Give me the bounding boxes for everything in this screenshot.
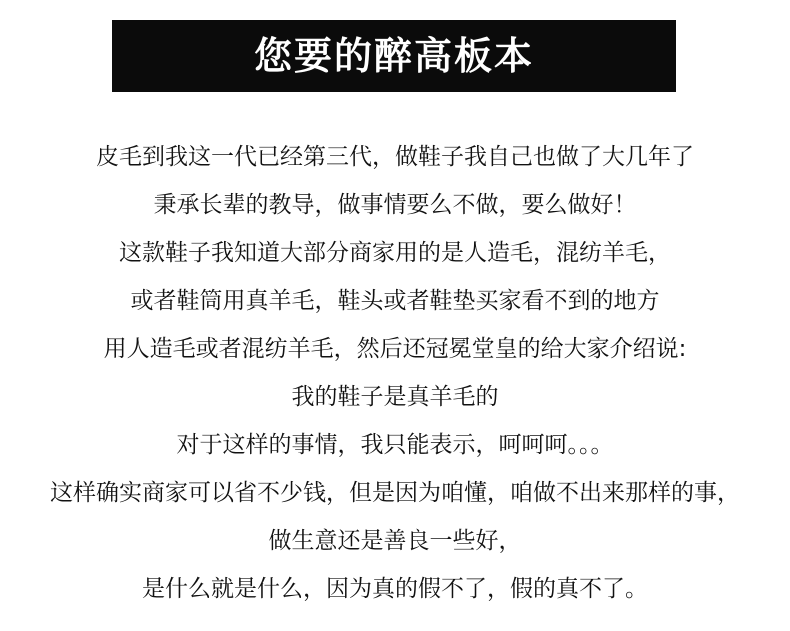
text-line: 皮毛到我这一代已经第三代，做鞋子我自己也做了大几年了 <box>96 144 694 170</box>
text-line: 秉承长辈的教导，做事情要么不做，要么做好！ <box>153 192 637 218</box>
text-line: 这样确实商家可以省不少钱，但是因为咱懂，咱做不出来那样的事， <box>50 480 740 506</box>
text-line: 对于这样的事情，我只能表示，呵呵呵。。。 <box>176 432 614 458</box>
body-text <box>0 133 790 613</box>
text-line: 用人造毛或者混纺羊毛，然后还冠冕堂皇的给大家介绍说: <box>103 336 687 362</box>
text-line: 或者鞋筒用真羊毛，鞋头或者鞋垫买家看不到的地方 <box>130 288 660 314</box>
text-line: 做生意还是善良一些好， <box>268 528 522 554</box>
text-line: 这款鞋子我知道大部分商家用的是人造毛，混纺羊毛， <box>119 240 671 266</box>
title-banner <box>112 20 676 92</box>
page-title: 您要的醉高板本 <box>253 34 534 78</box>
text-line: 是什么就是什么，因为真的假不了，假的真不了。 <box>142 576 648 602</box>
text-line: 我的鞋子是真羊毛的 <box>291 384 499 410</box>
